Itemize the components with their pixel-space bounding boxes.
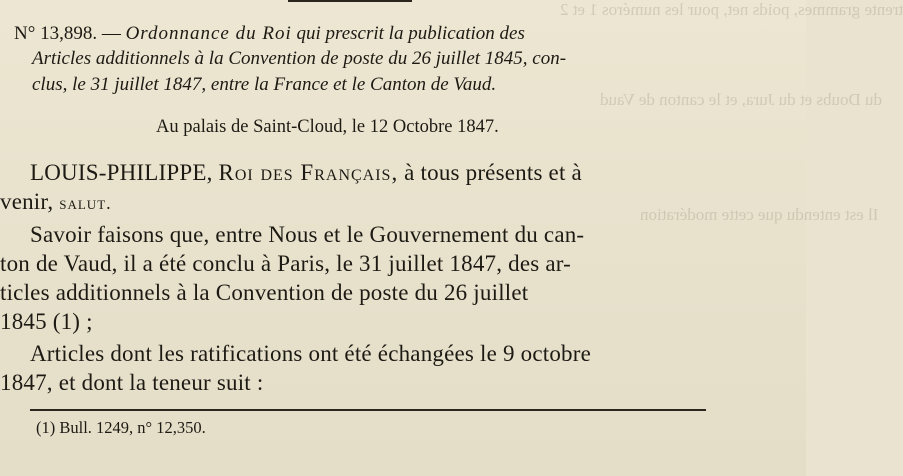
body-line-7: Articles dont les ratifications ont été échangées le 9 octobre	[30, 341, 591, 366]
top-rule	[288, 0, 412, 2]
body-line-4: ton de Vaud, il a été conclu à Paris, le 31 juillet 1847, des ar-	[0, 251, 571, 276]
king-name: LOUIS-PHILIPPE,	[30, 160, 213, 185]
footnote: (1) Bull. 1249, n° 12,350.	[36, 418, 206, 437]
heading-line-2: Articles additionnels à la Convention de poste du 26 juillet 1845, con-	[32, 48, 567, 69]
bleed-through: du Doubs et du Jura, et le canton de Vaud	[600, 90, 883, 109]
salut: salut.	[59, 193, 112, 213]
body-line-8: 1847, et dont la teneur suit :	[0, 370, 264, 395]
body-text: à tous présents et à	[404, 160, 582, 185]
bleed-through: trente grammes, poids net, pour les numéros 1 et 2	[560, 0, 903, 19]
body-line-5: ticles additionnels à la Convention de poste du 26 juillet	[0, 280, 529, 305]
heading-line-1	[14, 21, 525, 47]
bleed-through: Il est entendu que cette modération	[640, 205, 879, 224]
body-line-3: Savoir faisons que, entre Nous et le Gouvernement du can-	[30, 222, 585, 247]
king-title: Roi des Français,	[218, 160, 399, 185]
dateline: Au palais de Saint-Cloud, le 12 Octobre 1847.	[156, 117, 499, 137]
body-line-2	[0, 189, 112, 215]
heading-text: qui prescrit la publication des	[296, 23, 525, 44]
body-line-1	[30, 160, 582, 186]
footnote-rule	[30, 409, 706, 411]
ordinance-title: Ordonnance du Roi	[125, 23, 292, 44]
body-line-6: 1845 (1) ;	[0, 309, 93, 334]
heading-dash: —	[101, 23, 121, 44]
body-text: venir,	[0, 189, 54, 214]
ordinance-number: N° 13,898.	[14, 23, 98, 44]
heading-line-3: clus, le 31 juillet 1847, entre la France et le Canton de Vaud.	[32, 74, 497, 95]
